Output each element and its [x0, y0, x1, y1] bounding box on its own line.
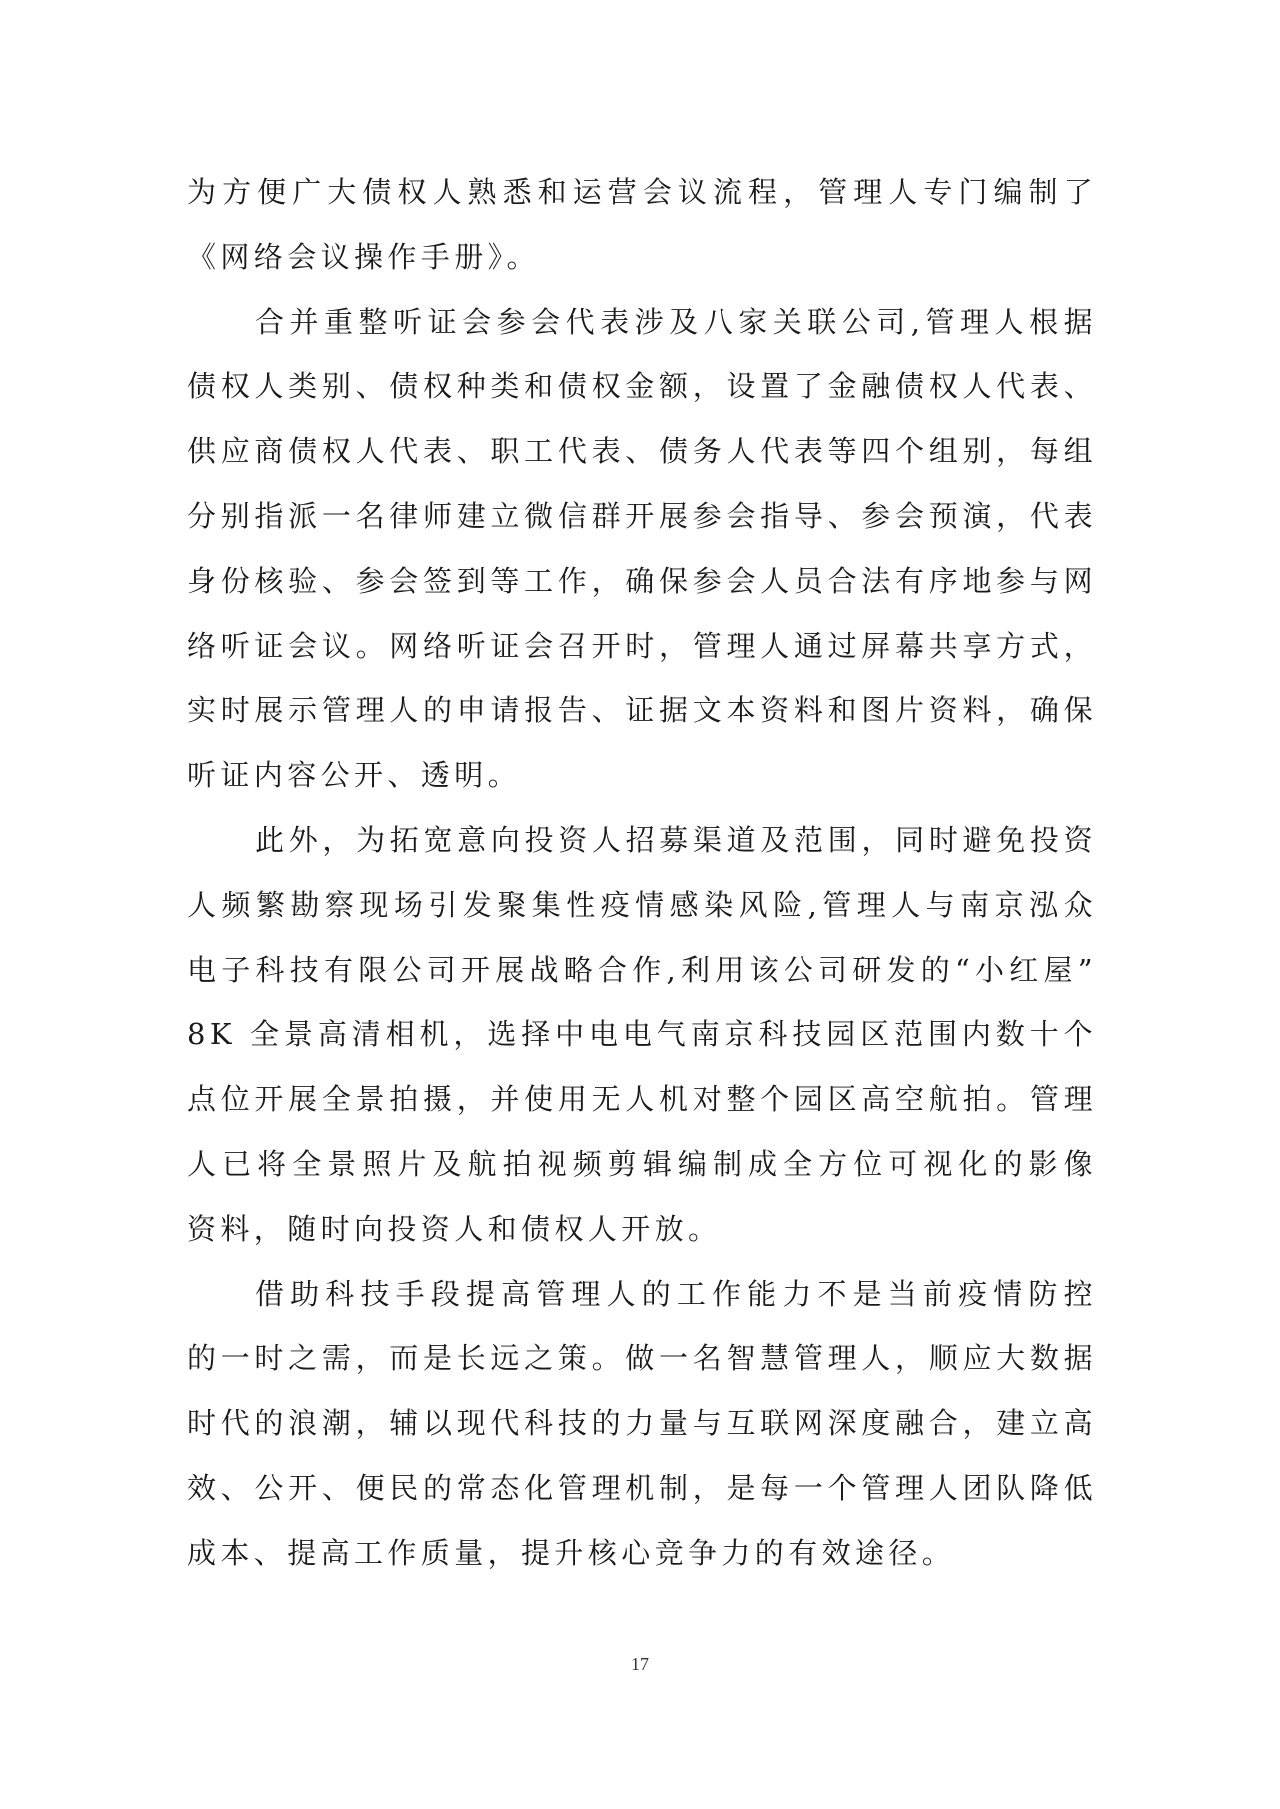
body-text-line: 人频繁勘察现场引发聚集性疫情感染风险,管理人与南京泓众 [187, 887, 1097, 922]
body-text-line: 络听证会议。网络听证会召开时，管理人通过屏幕共享方式， [187, 628, 1097, 663]
body-text-line: 合并重整听证会参会代表涉及八家关联公司,管理人根据 [255, 304, 1097, 339]
body-text-line: 成本、提高工作质量，提升核心竞争力的有效途径。 [187, 1535, 956, 1570]
body-text-line: 为方便广大债权人熟悉和运营会议流程，管理人专门编制了 [187, 175, 1097, 209]
body-text-line: 听证内容公开、透明。 [187, 758, 522, 793]
body-text-line: 电子科技有限公司开展战略合作,利用该公司研发的“小红屋” [187, 952, 1097, 987]
body-text-line: 借助科技手段提高管理人的工作能力不是当前疫情防控 [255, 1276, 1097, 1311]
body-text-line: 效、公开、便民的常态化管理机制，是每一个管理人团队降低 [187, 1470, 1097, 1505]
body-text-line: 此外，为拓宽意向投资人招募渠道及范围，同时避免投资 [255, 822, 1097, 857]
body-text-line: 资料，随时向投资人和债权人开放。 [187, 1211, 722, 1246]
body-text-line: 人已将全景照片及航拍视频剪辑编制成全方位可视化的影像 [187, 1146, 1097, 1181]
page-number: 17 [631, 1654, 649, 1674]
body-text-line: 实时展示管理人的申请报告、证据文本资料和图片资料，确保 [187, 693, 1097, 728]
body-text-line: 的一时之需，而是长远之策。做一名智慧管理人，顺应大数据 [187, 1341, 1097, 1376]
body-text-line: 身份核验、参会签到等工作，确保参会人员合法有序地参与网 [187, 563, 1097, 598]
body-text-line: 时代的浪潮，辅以现代科技的力量与互联网深度融合，建立高 [187, 1406, 1097, 1441]
body-text-line: 供应商债权人代表、职工代表、债务人代表等四个组别，每组 [187, 434, 1097, 469]
document-body [187, 160, 1097, 1586]
body-text-line: 点位开展全景拍摄，并使用无人机对整个园区高空航拍。管理 [187, 1082, 1097, 1117]
body-text-line: 8K 全景高清相机，选择中电电气南京科技园区范围内数十个 [187, 1017, 1097, 1052]
body-text-line: 债权人类别、债权种类和债权金额，设置了金融债权人代表、 [187, 369, 1097, 404]
body-text-line: 分别指派一名律师建立微信群开展参会指导、参会预演，代表 [187, 498, 1097, 533]
body-text-line: 《网络会议操作手册》。 [187, 239, 540, 274]
